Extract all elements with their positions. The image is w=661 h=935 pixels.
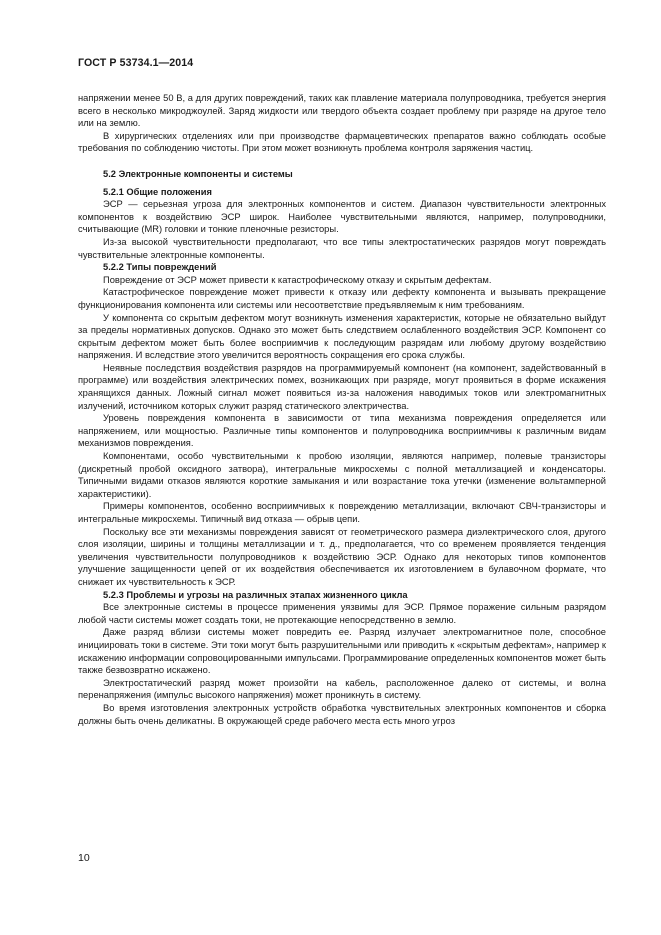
paragraph: Неявные последствия воздействия разрядов на программируемый компонент (на компонент, задействованный в программе) или воздействия электрических помех, возникающих при разряде, могут проявиться в форме искажения хранящихся данных. Ложный сигнал может появиться из-за наложения наводимых токов или электромагнитных излучений, источником которых служит разряд статического электричества. (78, 362, 606, 411)
paragraph: Примеры компонентов, особенно восприимчивых к повреждению металлизации, включают СВЧ-транзисторы и интегральные микросхемы. Типичный вид отказа — обрыв цепи. (78, 501, 606, 524)
subsection-heading-5-2-2: 5.2.2 Типы повреждений (103, 262, 217, 273)
standard-header: ГОСТ Р 53734.1—2014 (78, 57, 194, 69)
paragraph: У компонента со скрытым дефектом могут возникнуть изменения характеристик, которые не обязательно выйдут за пределы нормативных допусков. Однако это может быть следствием ослабленного воздействия ЭСР. Компонент со скрытым дефектом может быть более восприимчив к последующим разрядам или любому другому воздействию напряжения. И вследствие этого увеличится вероятность сокращения его срока службы. (78, 312, 606, 361)
paragraph: Электростатический разряд может произойти на кабель, расположенное далеко от системы, и волна перенапряжения (импульс высокого напряжения) может проникнуть в систему. (78, 677, 606, 701)
section-heading-5-2: 5.2 Электронные компоненты и системы (103, 168, 293, 179)
paragraph: В хирургических отделениях или при производстве фармацевтических препаратов важно соблюдать особые требования по соблюдению чистоты. При этом может возникнуть проблема контроля заряжения частиц. (78, 130, 606, 154)
paragraph: Все электронные системы в процессе применения уязвимы для ЭСР. Прямое поражение сильным разрядом любой части системы может создать токи, не протекающие непосредственно в землю. (78, 602, 606, 625)
subsection-heading-5-2-3: 5.2.3 Проблемы и угрозы на различных этапах жизненного цикла (103, 589, 408, 600)
paragraph: Уровень повреждения компонента в зависимости от типа механизма повреждения определяется или напряжением, или мощностью. Различные типы компонентов и полупроводника восприимчивы к различным видам механизмов повреждения. (78, 413, 606, 449)
paragraph: Повреждение от ЭСР может привести к катастрофическому отказу и скрытым дефектам. (103, 274, 492, 285)
document-body (78, 92, 606, 727)
page-number: 10 (78, 852, 90, 864)
paragraph: Из-за высокой чувствительности предполагают, что все типы электростатических разрядов могут повреждать чувствительные электронные компоненты. (78, 236, 606, 260)
paragraph: ЭСР — серьезная угроза для электронных компонентов и систем. Диапазон чувствительности электронных компонентов к воздействию ЭСР широк. Наиболее чувствительными являются, например, полупроводники, считывающие (MR) головки и тонкие пленочные резисторы. (78, 199, 606, 235)
paragraph: Катастрофическое повреждение может привести к отказу или дефекту компонента и вызывать прекращение функционирования компонента или системы или несоответствие предъявляемым к ним требованиям. (78, 287, 606, 310)
paragraph: Во время изготовления электронных устройств обработка чувствительных электронных компонентов и сборка должны быть очень деликатны. В окружающей среде рабочего места есть много угроз (78, 702, 606, 726)
paragraph: Даже разряд вблизи системы может повредить ее. Разряд излучает электромагнитное поле, способное инициировать токи в системе. Эти токи могут быть разрушительными или приводить к «скрытым дефектам», например к искажению информации сопровоцированными импульсами. Программирование определенных компонентов может быть также безвозвратно искажено. (78, 627, 607, 676)
paragraph: Компонентами, особо чувствительными к пробою изоляции, являются например, полевые транзисторы (дискретный пробой оксидного затвора), интегральные микросхемы с полной металлизацией и конденсаторы. Типичными видами отказов являются короткие замыкания и или возрастание тока утечки (изменение вольтамперной характеристики). (78, 451, 606, 499)
subsection-heading-5-2-1: 5.2.1 Общие положения (103, 186, 212, 197)
paragraph: напряжении менее 50 В, а для других повреждений, таких как плавление материала полупроводника, требуется энергия всего в несколько микроджоулей. Заряд жидкости или твердого объекта создает проблему при разряде на другое тело или на землю. (78, 93, 606, 129)
paragraph: Поскольку все эти механизмы повреждения зависят от геометрического размера диэлектрического слоя, другого слоя изоляции, ширины и толщины металлизации и т. д., предполагается, что со временем проявляется тенденция увеличения чувствительности полупроводников к воздействию ЭСР. Однако для некоторых типов компонентов улучшение защищенности цепей от их воздействия обеспечивается их изготовлением в булавочном формате, что снижает их чувствительность к ЭСР. (78, 526, 606, 587)
